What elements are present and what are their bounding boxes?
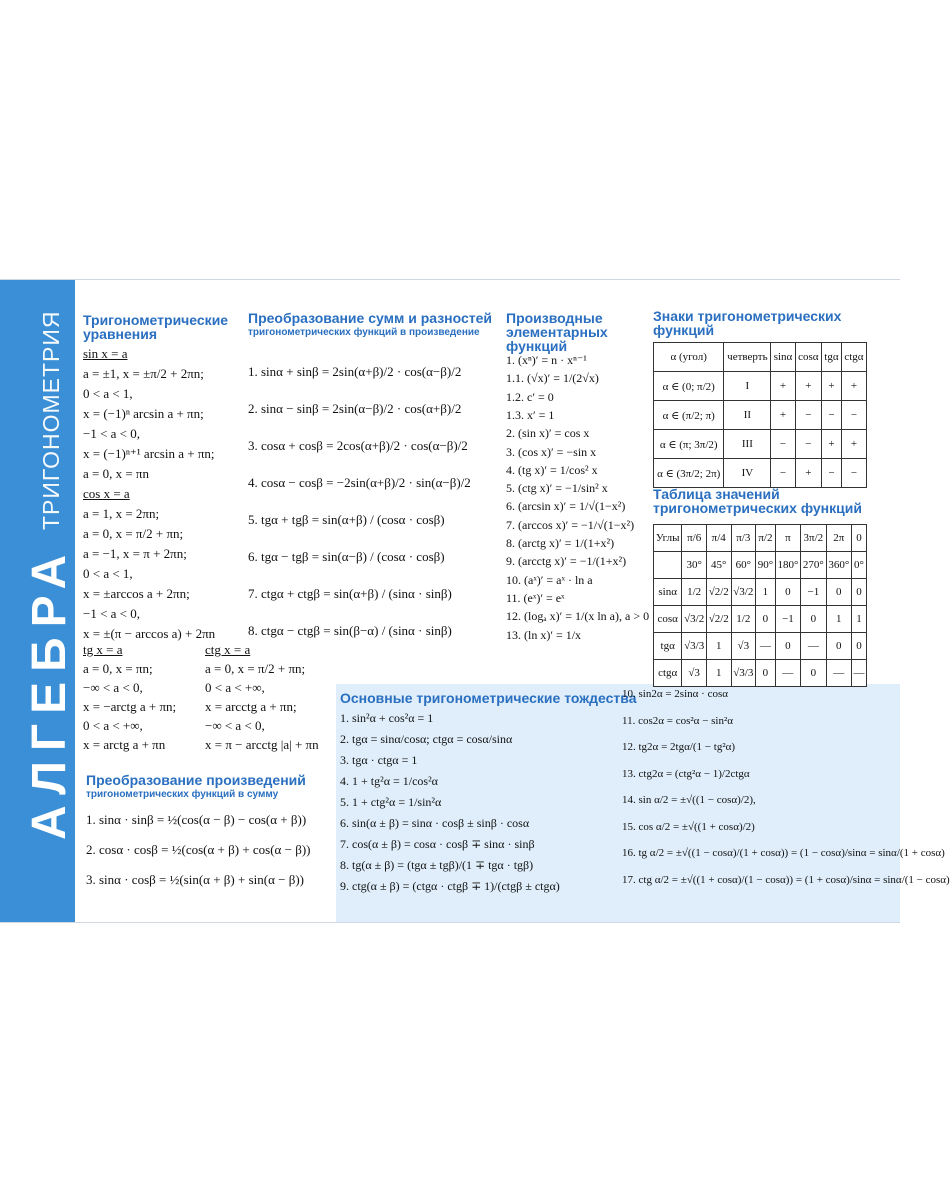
product-formula: 1. sinα · sinβ = ½(cos(α − β) − cos(α + β)) [86, 812, 307, 827]
derivative-formula: 3. (cos x)′ = −sin x [506, 444, 597, 459]
double-angle-formula: 15. cos α/2 = ±√((1 + cosα)/2) [622, 820, 755, 833]
table-cell: 1 [706, 633, 731, 660]
equation-line: −∞ < a < 0, [83, 680, 143, 695]
table-cell [654, 552, 682, 579]
identity-formula: 9. ctg(α ± β) = (ctgα · ctgβ ∓ 1)/(ctgβ ± ctgα) [340, 879, 560, 893]
sum-formula: 7. ctgα + ctgβ = sin(α+β) / (sinα · sinβ) [248, 586, 452, 601]
table-cell: 360° [826, 552, 851, 579]
sum-formula: 1. sinα + sinβ = 2sin(α+β)/2 · cos(α−β)/2 [248, 364, 462, 379]
table-cell: + [795, 459, 821, 488]
double-angle-formula: 16. tg α/2 = ±√((1 − cosα)/(1 + cosα)) = (1 − cosα)/sinα = sinα/(1 + cosα) [622, 847, 945, 859]
sum-formula: 8. ctgα − ctgβ = sin(β−α) / (sinα · sinβ) [248, 623, 452, 638]
table-cell: + [821, 430, 841, 459]
sum-formula: 4. cosα − cosβ = −2sin(α+β)/2 · sin(α−β)/2 [248, 475, 471, 490]
product-formula: 3. sinα · cosβ = ½(sin(α + β) + sin(α − β)) [86, 872, 304, 887]
product-formula: 2. cosα · cosβ = ½(cos(α + β) + cos(α − β)) [86, 842, 311, 857]
table-cell: III [724, 430, 771, 459]
derivative-formula: 8. (arctg x)′ = 1/(1+x²) [506, 536, 615, 550]
table-cell: √2/2 [706, 606, 731, 633]
values-row [654, 660, 867, 687]
identity-formula: 5. 1 + ctg²α = 1/sin²α [340, 795, 442, 809]
table-cell: cosα [795, 343, 821, 372]
table-cell: − [821, 459, 841, 488]
table-cell: −1 [801, 579, 826, 606]
products-subheading: тригонометрических функций в сумму [86, 789, 279, 800]
equation-line: 0 < a < +∞, [83, 718, 143, 733]
equation-line: x = (−1)ⁿ⁺¹ arcsin a + πn; [83, 446, 215, 461]
equation-line: ctg x = a [205, 642, 251, 657]
band-title: АЛГЕБРА [23, 544, 76, 840]
table-cell: ctgα [841, 343, 866, 372]
table-cell: + [795, 372, 821, 401]
equation-line: a = −1, x = π + 2πn; [83, 546, 187, 561]
table-cell: 2π [826, 525, 851, 552]
derivative-formula: 1.3. x′ = 1 [506, 407, 555, 422]
identity-formula: 8. tg(α ± β) = (tgα ± tgβ)/(1 ∓ tgα · tgβ) [340, 858, 534, 872]
table-cell: sinα [771, 343, 795, 372]
table-cell: 0 [801, 606, 826, 633]
derivative-formula: 11. (eˣ)′ = eˣ [506, 590, 565, 605]
table-cell: 90° [756, 552, 776, 579]
derivatives-heading: Производные элементарных функций [506, 310, 608, 354]
equation-line: x = π − arcctg |a| + πn [205, 737, 319, 752]
sum-formula: 5. tgα + tgβ = sin(α+β) / (cosα · cosβ) [248, 512, 445, 527]
table-cell: 0 [775, 579, 800, 606]
band-subtitle: ТРИГОНОМЕТРИЯ [38, 310, 64, 530]
signs-table [653, 342, 867, 488]
table-cell: π/3 [731, 525, 756, 552]
signs-heading: Знаки тригонометрических функций [653, 308, 842, 338]
values-row [654, 633, 867, 660]
table-cell: + [841, 430, 866, 459]
identity-formula: 1. sin²α + cos²α = 1 [340, 711, 434, 725]
sums-heading: Преобразование сумм и разностей тригонометрических функций в произведение [248, 312, 498, 339]
identity-formula: 4. 1 + tg²α = 1/cos²α [340, 774, 438, 788]
table-cell: √3 [731, 633, 756, 660]
derivative-formula: 6. (arcsin x)′ = 1/√(1−x²) [506, 499, 626, 514]
table-cell: 60° [731, 552, 756, 579]
table-cell: 1 [756, 579, 776, 606]
table-cell: I [724, 372, 771, 401]
double-angle-formula: 10. sin2α = 2sinα · cosα [622, 688, 728, 700]
equation-line: a = 0, x = πn [83, 466, 149, 481]
identity-formula: 2. tgα = sinα/cosα; ctgα = cosα/sinα [340, 732, 513, 746]
table-cell: 180° [775, 552, 800, 579]
table-cell: 0 [826, 579, 851, 606]
table-cell: 45° [706, 552, 731, 579]
table-cell: IV [724, 459, 771, 488]
table-cell: cosα [654, 606, 682, 633]
table-cell: − [841, 459, 866, 488]
table-cell: 1/2 [682, 579, 707, 606]
table-cell: α (угол) [654, 343, 724, 372]
derivative-formula: 5. (ctg x)′ = −1/sin² x [506, 481, 608, 496]
table-cell: − [771, 459, 795, 488]
signs-row [654, 372, 867, 401]
table-cell: + [821, 372, 841, 401]
table-cell: + [841, 372, 866, 401]
derivative-formula: 1.1. (√x)′ = 1/(2√x) [506, 371, 599, 386]
double-angle-formula: 13. ctg2α = (ctg²α − 1)/2ctgα [622, 767, 750, 780]
equations-heading: Тригонометрические уравнения [83, 312, 229, 342]
table-cell: − [821, 401, 841, 430]
derivative-formula: 1. (xⁿ)′ = n · xⁿ⁻¹ [506, 353, 587, 367]
identity-formula: 7. cos(α ± β) = cosα · cosβ ∓ sinα · sinβ [340, 837, 535, 851]
derivative-formula: 4. (tg x)′ = 1/cos² x [506, 462, 598, 477]
equation-line: x = ±arccos a + 2πn; [83, 586, 190, 601]
table-cell: 0 [852, 525, 867, 552]
equation-line: a = 0, x = πn; [83, 661, 153, 676]
table-cell: 0 [756, 606, 776, 633]
table-cell: — [826, 660, 851, 687]
signs-row [654, 430, 867, 459]
sum-formula: 3. cosα + cosβ = 2cos(α+β)/2 · cos(α−β)/2 [248, 438, 468, 453]
identity-formula: 3. tgα · ctgα = 1 [340, 753, 418, 767]
table-cell: 3π/2 [801, 525, 826, 552]
equation-line: x = arctg a + πn [83, 737, 166, 752]
table-cell: √2/2 [706, 579, 731, 606]
equation-line: a = 0, x = π/2 + πn; [205, 661, 306, 676]
identities-heading: Основные тригонометрические тождества [340, 690, 637, 706]
equation-line: tg x = a [83, 642, 123, 657]
equation-line: a = 1, x = 2πn; [83, 506, 160, 521]
table-cell: α ∈ (π; 3π/2) [654, 430, 724, 459]
side-band [0, 280, 75, 922]
values-row [654, 606, 867, 633]
table-cell: четверть [724, 343, 771, 372]
equation-line: x = (−1)ⁿ arcsin a + πn; [83, 406, 204, 421]
table-cell: 1/2 [731, 606, 756, 633]
table-cell: 1 [852, 606, 867, 633]
table-cell: √3 [682, 660, 707, 687]
table-cell: α ∈ (3π/2; 2π) [654, 459, 724, 488]
table-cell: + [771, 401, 795, 430]
table-cell: II [724, 401, 771, 430]
table-cell: π/2 [756, 525, 776, 552]
table-cell: 1 [706, 660, 731, 687]
table-cell: 0 [801, 660, 826, 687]
sum-formula: 6. tgα − tgβ = sin(α−β) / (cosα · cosβ) [248, 549, 445, 564]
table-cell: α ∈ (π/2; π) [654, 401, 724, 430]
table-cell: sinα [654, 579, 682, 606]
derivative-formula: 7. (arccos x)′ = −1/√(1−x²) [506, 517, 635, 532]
values-table [653, 524, 867, 687]
identity-formula: 6. sin(α ± β) = sinα · cosβ ± sinβ · cosα [340, 816, 530, 830]
derivative-formula: 1.2. c′ = 0 [506, 389, 554, 404]
table-cell: ctgα [654, 660, 682, 687]
double-angle-formula: 11. cos2α = cos²α − sin²α [622, 714, 734, 727]
table-cell: — [756, 633, 776, 660]
equation-line: x = arcctg a + πn; [205, 699, 297, 714]
table-cell: √3/3 [682, 633, 707, 660]
derivative-formula: 12. (logₐ x)′ = 1/(x ln a), a > 0 [506, 609, 650, 624]
equation-line: sin x = a [83, 346, 128, 361]
table-cell: 0° [852, 552, 867, 579]
table-cell: 0 [826, 633, 851, 660]
formula-card [0, 279, 950, 923]
equation-line: x = ±(π − arccos a) + 2πn [83, 626, 216, 641]
equation-line: −1 < a < 0, [83, 426, 141, 441]
values-row [654, 579, 867, 606]
double-angle-formula: 14. sin α/2 = ±√((1 − cosα)/2), [622, 794, 756, 806]
table-cell: − [795, 401, 821, 430]
derivative-formula: 13. (ln x)′ = 1/x [506, 627, 582, 642]
equation-line: cos x = a [83, 486, 130, 501]
equation-line: 0 < a < 1, [83, 566, 133, 581]
signs-row [654, 459, 867, 488]
equation-line: x = −arctg a + πn; [83, 699, 177, 714]
table-cell: π [775, 525, 800, 552]
derivative-formula: 2. (sin x)′ = cos x [506, 426, 590, 441]
derivative-formula: 9. (arcctg x)′ = −1/(1+x²) [506, 554, 627, 569]
table-cell: 30° [682, 552, 707, 579]
table-cell: √3/3 [731, 660, 756, 687]
table-cell: 270° [801, 552, 826, 579]
table-cell: 0 [756, 660, 776, 687]
table-header-row [654, 525, 867, 552]
equation-line: −∞ < a < 0, [205, 718, 265, 733]
values-heading: Таблица значений тригонометрических функций [653, 486, 862, 516]
table-cell: √3/2 [731, 579, 756, 606]
table-header-row [654, 552, 867, 579]
equation-line: a = ±1, x = ±π/2 + 2πn; [83, 366, 204, 381]
products-heading: Преобразование произведений тригонометрических функций в сумму [86, 774, 326, 801]
double-angle-formula: 12. tg2α = 2tgα/(1 − tg²α) [622, 741, 736, 753]
table-cell: — [852, 660, 867, 687]
table-cell: — [775, 660, 800, 687]
sum-formula: 2. sinα − sinβ = 2sin(α−β)/2 · cos(α+β)/2 [248, 401, 462, 416]
table-cell: π/4 [706, 525, 731, 552]
table-cell: 0 [775, 633, 800, 660]
table-cell: Углы [654, 525, 682, 552]
table-cell: π/6 [682, 525, 707, 552]
table-cell: 1 [826, 606, 851, 633]
signs-row [654, 401, 867, 430]
equation-line: 0 < a < +∞, [205, 680, 265, 695]
table-cell: √3/2 [682, 606, 707, 633]
table-cell: tgα [654, 633, 682, 660]
table-header-row [654, 343, 867, 372]
equation-line: 0 < a < 1, [83, 386, 133, 401]
table-cell: − [795, 430, 821, 459]
table-cell: 0 [852, 579, 867, 606]
table-cell: 0 [852, 633, 867, 660]
table-cell: − [771, 430, 795, 459]
table-cell: tgα [821, 343, 841, 372]
sums-subheading: тригонометрических функций в произведение [248, 327, 480, 338]
equation-line: a = 0, x = π/2 + πn; [83, 526, 184, 541]
table-cell: − [841, 401, 866, 430]
table-cell: + [771, 372, 795, 401]
table-cell: — [801, 633, 826, 660]
table-cell: −1 [775, 606, 800, 633]
equation-line: −1 < a < 0, [83, 606, 141, 621]
derivative-formula: 10. (aˣ)′ = aˣ · ln a [506, 572, 593, 587]
double-angle-formula: 17. ctg α/2 = ±√((1 + cosα)/(1 − cosα)) = (1 + cosα)/sinα = sinα/(1 − cosα) [622, 873, 950, 886]
table-cell: α ∈ (0; π/2) [654, 372, 724, 401]
